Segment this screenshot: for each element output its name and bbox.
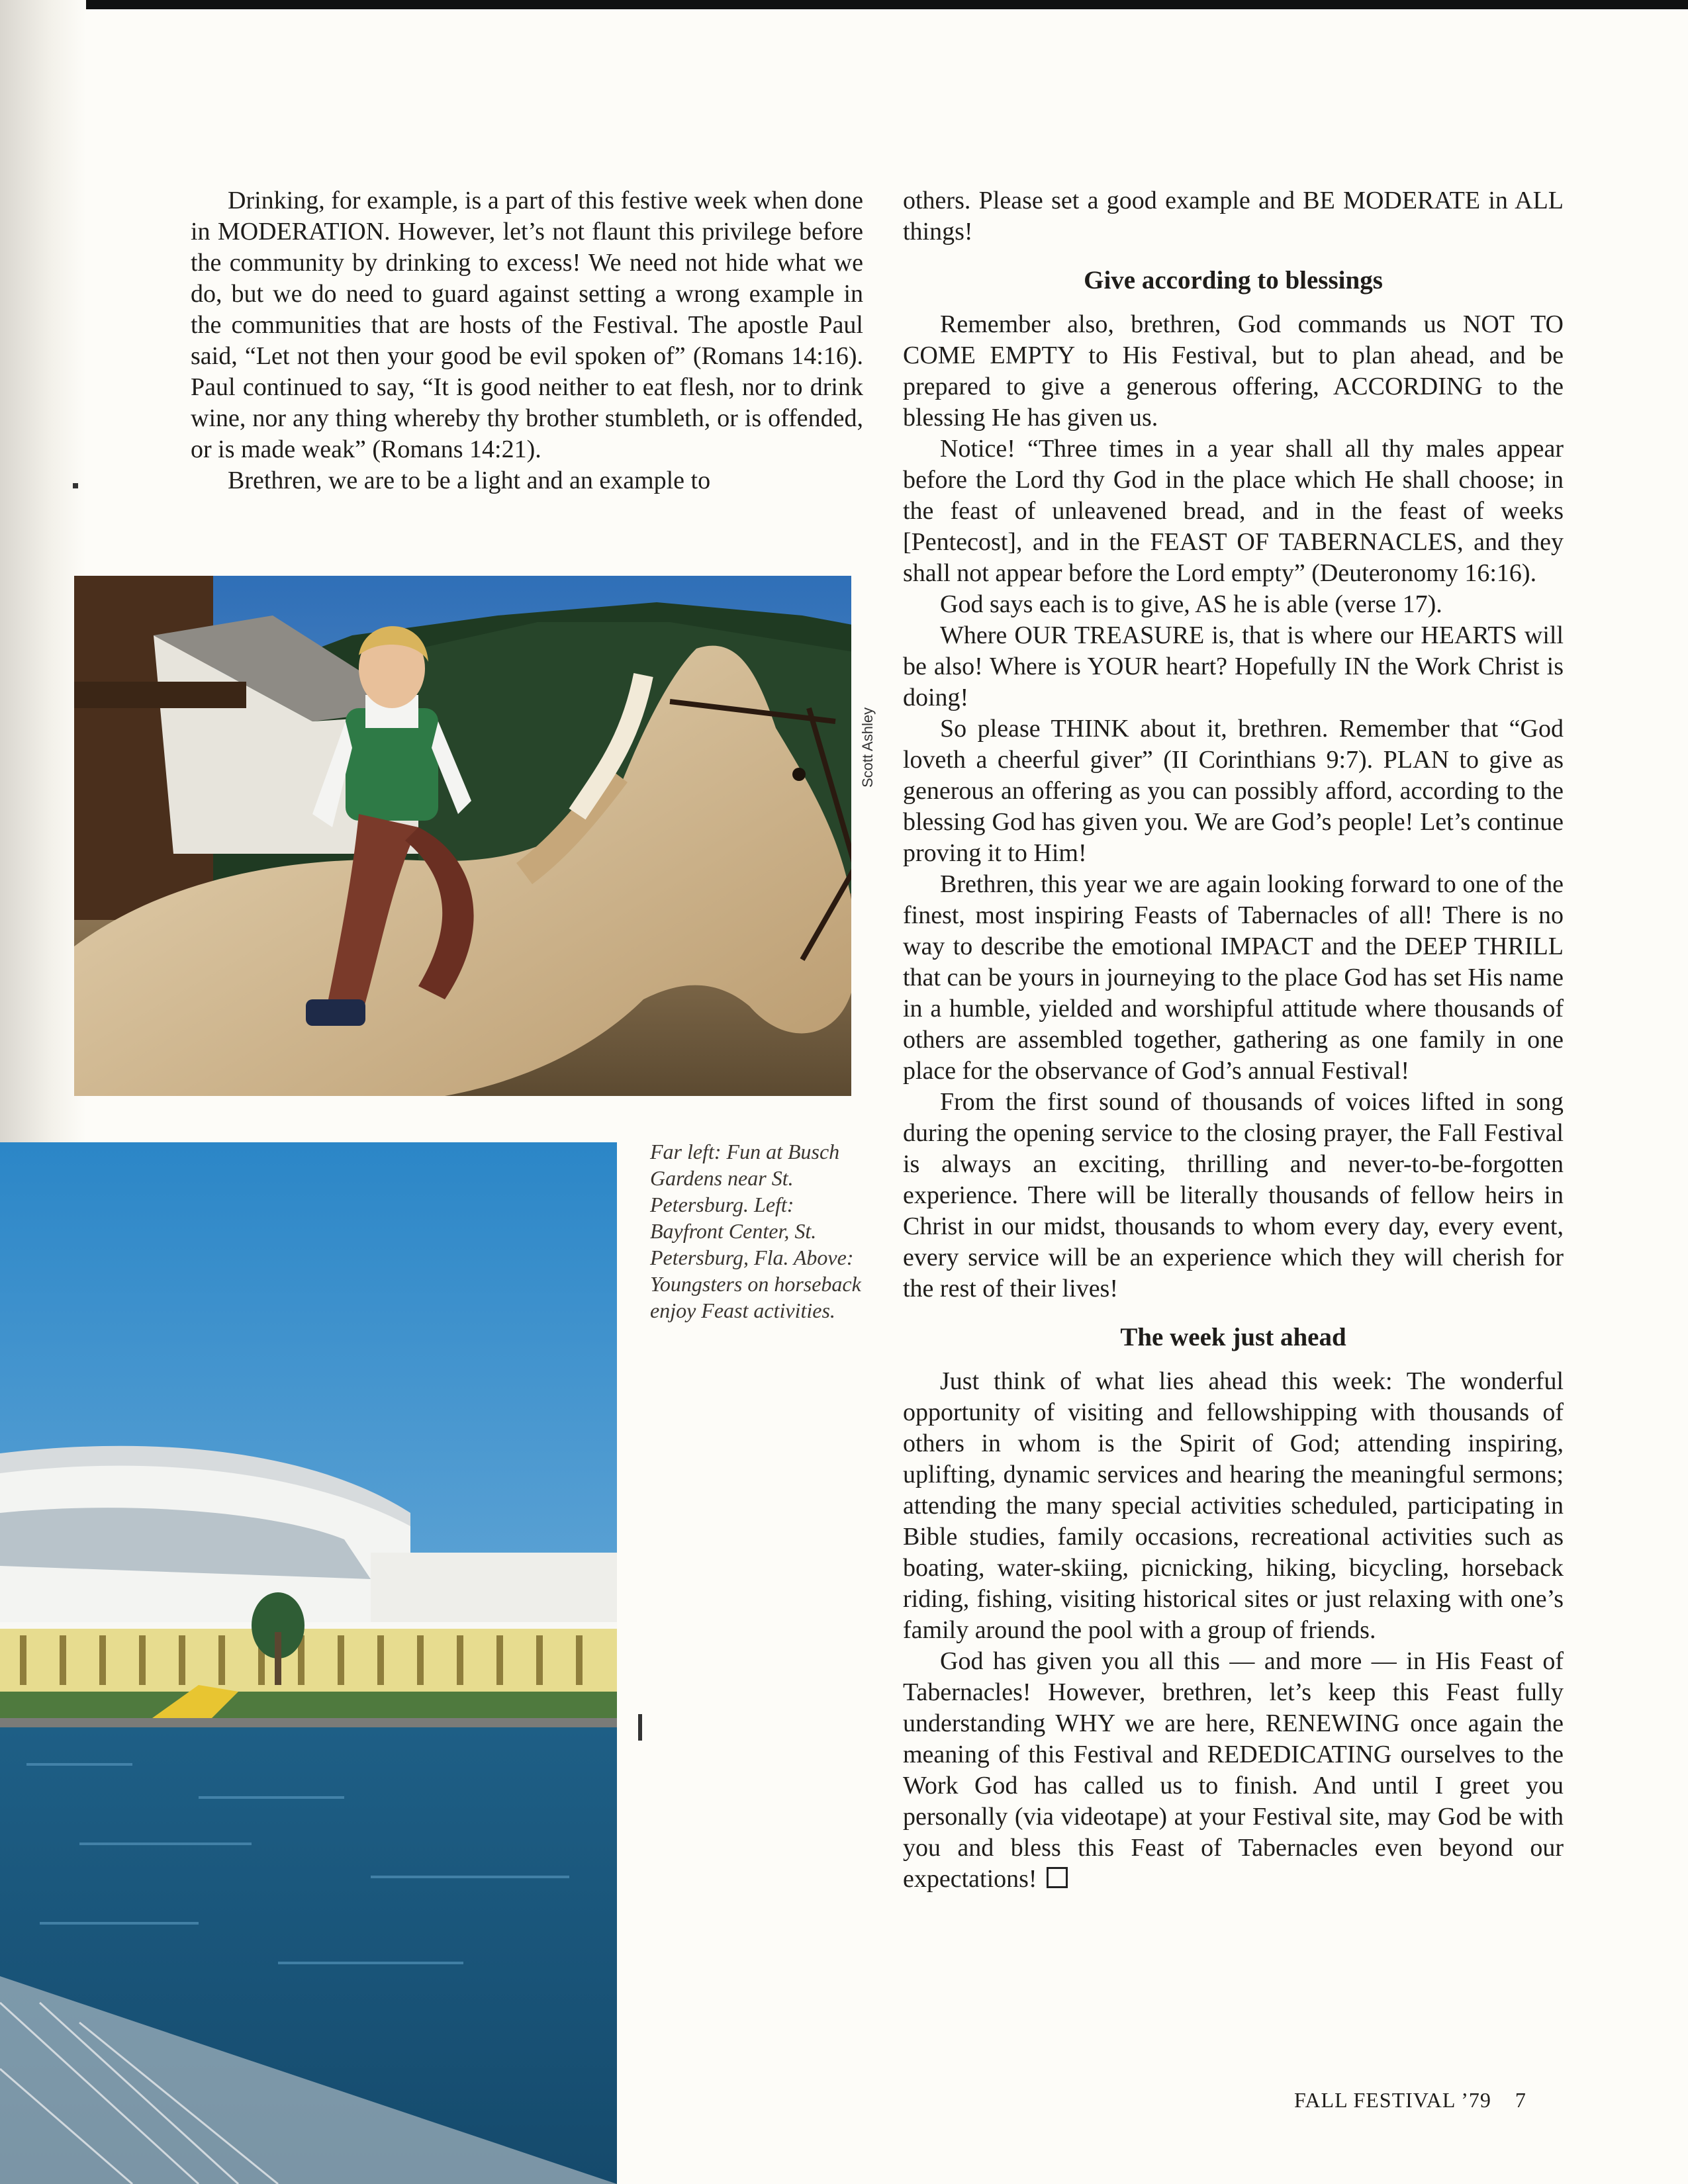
section-heading-week-ahead: The week just ahead (1120, 1323, 1346, 1351)
left-column (191, 185, 863, 496)
give-paragraph-4: Where OUR TREASURE is, that is where our HEARTS will be also! Where is YOUR heart? Hopefully IN the Work Christ is doing! (903, 621, 1564, 711)
top-edge (0, 0, 1688, 9)
bayfront-center-photo (0, 1142, 617, 2184)
print-mark (638, 1714, 642, 1741)
right-column (903, 185, 1564, 1895)
end-of-article-box-icon (1047, 1867, 1068, 1888)
photo-caption: Far left: Fun at Busch Gardens near St. Petersburg. Left: Bayfront Center, St. Petersburg, Fla. Above: Youngsters on horseback enjoy Feast activities. (650, 1140, 861, 1322)
week-paragraph-2 (903, 1646, 1564, 1895)
give-paragraph-5: So please THINK about it, brethren. Remember that “God loveth a cheerful giver” (II Corinthians 9:7). PLAN to give as generous an offering as you can possibly afford, according to the blessing God has given you. We are God’s people! Let’s continue proving it to Him! (903, 715, 1564, 867)
week-paragraph-2-text: God has given you all this — and more — in His Feast of Tabernacles! However, brethren, let’s keep this Feast fully understanding WHY we are here, RENEWING once again the meaning of this Festival and REDEDICATING ourselves to the Work God has called us to finish. And until I greet you personally (via videotape) at your Festival site, may God be with you and bless this Feast of Tabernacles even beyond our expectations! (903, 1647, 1564, 1893)
footer-publication: FALL FESTIVAL ’79 (1294, 2088, 1491, 2112)
give-paragraph-2: Notice! “Three times in a year shall all thy males appear before the Lord thy God in the place which He shall choose; in the feast of unleavened bread, and in the feast of weeks [Pentecost], and in the FEAST OF TABERNACLES, and they shall not appear before the Lord empty” (Deuteronomy 16:16). (903, 435, 1564, 587)
week-paragraph-1: Just think of what lies ahead this week: The wonderful opportunity of visiting and fellowshipping with thousands of others in whom is the Spirit of God; attending inspiring, uplifting, dynamic services and hearing the meaningful sermons; attending the many special activities scheduled, participating in Bible studies, family occasions, recreational activities such as boating, water-skiing, picnicking, hiking, bicycling, horseback riding, fishing, visiting historical sites or just relaxing with one’s family around the pool with a group of friends. (903, 1367, 1564, 1644)
left-paragraph-1: Drinking, for example, is a part of this festive week when done in MODERATION. However, let’s not flaunt this privilege before the community by drinking to excess! We need not hide what we do, but we do need to guard against setting a wrong example in the communities that are hosts of the Festival. The apostle Paul said, “Let not then your good be evil spoken of” (Romans 14:16). Paul continued to say, “It is good neither to eat flesh, nor to drink wine, nor any thing whereby thy brother stumbleth, or is offended, or is made weak” (Romans 14:21). (191, 187, 863, 463)
give-paragraph-3: God says each is to give, AS he is able (verse 17). (940, 590, 1442, 618)
section-heading-give: Give according to blessings (1084, 266, 1383, 295)
horseback-photo-image (74, 576, 874, 1096)
right-continuation: others. Please set a good example and BE MODERATE in ALL things! (903, 187, 1564, 246)
bayfront-center-photo-image (0, 1142, 617, 2184)
give-paragraph-6: Brethren, this year we are again looking forward to one of the finest, most inspiring Feasts of Tabernacles of all! There is no way to describe the emotional IMPACT and the DEEP THRILL that can be yours in journeying to the place God has set His name in a humble, yielded and worshipful attitude where thousands of others are assembled together, gathering as one family in one place for the observance of God’s annual Festival! (903, 870, 1564, 1085)
page-footer (1294, 2088, 1526, 2113)
photo-credit: Scott Ashley (859, 707, 876, 788)
give-paragraph-1: Remember also, brethren, God commands us NOT TO COME EMPTY to His Festival, but to plan ahead, and be prepared to give a generous offering, ACCORDING to the blessing He has given us. (903, 310, 1564, 432)
page-number: 7 (1515, 2088, 1526, 2112)
print-mark (73, 483, 78, 488)
horseback-photo (74, 576, 874, 1096)
give-paragraph-7: From the first sound of thousands of voices lifted in song during the opening service to the closing prayer, the Fall Festival is always an exciting, thrilling and never-to-be-forgotten experience. There will be literally thousands of fellow heirs in Christ in our midst, thousands to whom every day, every event, every service will be an experience which they will cherish for the rest of their lives! (903, 1088, 1564, 1302)
left-paragraph-2: Brethren, we are to be a light and an example to (228, 467, 711, 494)
